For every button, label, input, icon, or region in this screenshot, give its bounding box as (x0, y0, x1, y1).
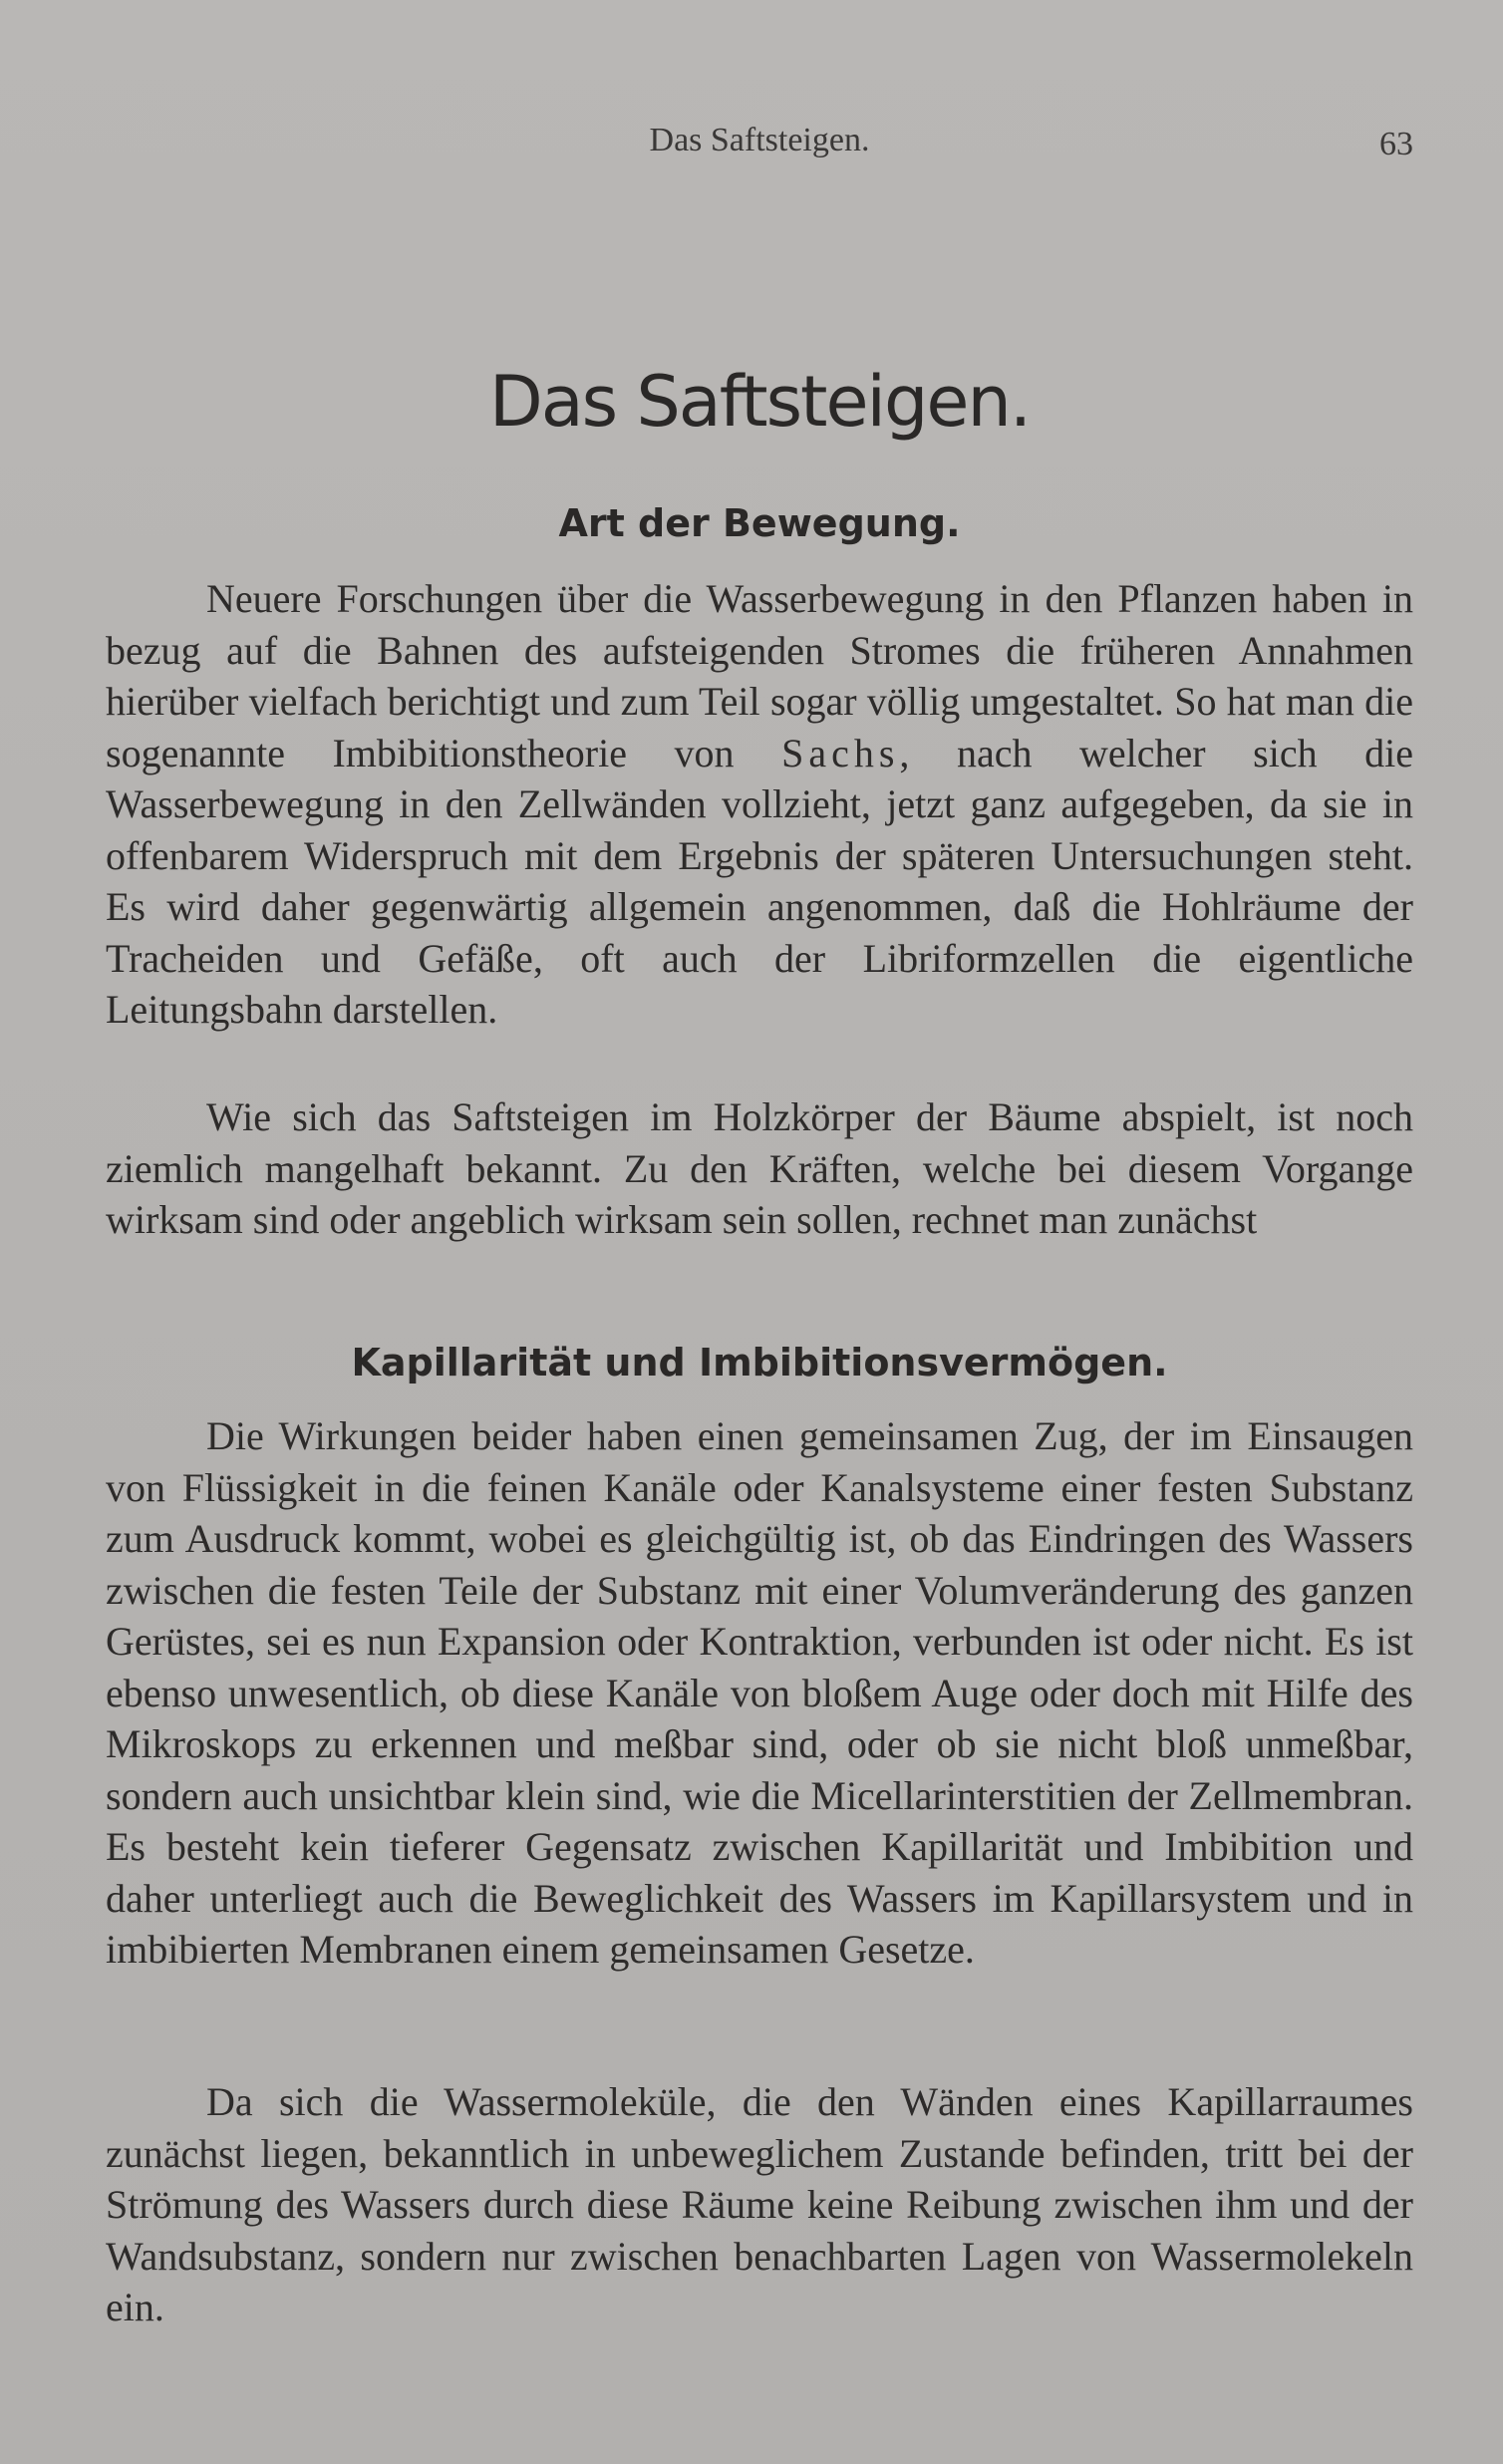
paragraph: Die Wirkungen beider haben einen gemeinsamen Zug, der im Einsaugen von Flüssigkeit in die feinen Kanäle oder Kanalsysteme einer festen Substanz zum Ausdruck kommt, wobei es gleichgültig ist, ob das Eindringen des Wassers zwischen die festen Teile der Substanz mit einer Volumveränderung des ganzen Gerüstes, sei es nun Expansion oder Kontraktion, verbunden ist oder nicht. Es ist ebenso unwesentlich, ob diese Kanäle von bloßem Auge oder doch mit Hilfe des Mikroskops zu erkennen und meßbar sind, oder ob sie nicht bloß unmeßbar, sondern auch unsichtbar klein sind, wie die Micellarinterstitien der Zellmembran. Es besteht kein tieferer Gegensatz zwischen Kapillarität und Imbibition und daher unterliegt auch die Beweglichkeit des Wassers im Kapillarsystem und in imbibierten Membranen einem gemeinsamen Gesetze. (106, 1413, 1413, 1972)
paragraph (106, 573, 1413, 1036)
chapter-title: Das Saftsteigen. (488, 361, 1031, 443)
section-heading-art-der-bewegung: Art der Bewegung. (558, 501, 961, 545)
paragraph-text: Neuere Forschungen über die Wasserbewegung in den Pflanzen haben in bezug auf die Bahnen des aufsteigenden Stromes die früheren Annahmen hierüber vielfach berichtigt und zum Teil sogar völlig umgestaltet. So hat man die sogenannte Imbibitionstheorie von (106, 576, 1413, 775)
paragraph: Da sich die Wassermoleküle, die den Wänden eines Kapillarraumes zunächst liegen, bekanntlich in unbeweglichem Zustande befinden, tritt bei der Strömung des Wassers durch diese Räume keine Reibung zwischen ihm und der Wandsubstanz, sondern nur zwischen benachbarten Lagen von Wassermolekeln ein. (106, 2079, 1413, 2329)
paragraph-block (106, 1410, 1413, 1976)
page-number: 63 (1379, 126, 1413, 162)
paragraph: Wie sich das Saftsteigen im Holzkörper der Bäume abspielt, ist noch ziemlich mangelhaft bekannt. Zu den Kräften, welche bei diesem Vorgange wirksam sind oder angeblich wirksam sein sollen, rechnet man zunächst (106, 1094, 1413, 1242)
running-header (106, 122, 1413, 171)
paragraph-block (106, 1091, 1413, 1246)
author-name-spaced: Sachs (781, 730, 900, 775)
running-title: Das Saftsteigen. (649, 122, 870, 158)
section-heading-kapillaritaet: Kapillarität und Imbibitionsvermögen. (351, 1341, 1168, 1385)
paragraph-block (106, 573, 1413, 1036)
paragraph-block (106, 2076, 1413, 2333)
paragraph-text: , nach welcher sich die Wasserbewegung in den Zellwänden vollzieht, jetzt ganz aufgegeben, da sie in offenbarem Widerspruch mit dem Ergebnis der späteren Untersuchungen steht. Es wird daher gegenwärtig allgemein angenommen, daß die Hohlräume der Tracheiden und Gefäße, oft auch der Libriformzellen die eigentliche Leitungsbahn darstellen. (106, 730, 1413, 1032)
